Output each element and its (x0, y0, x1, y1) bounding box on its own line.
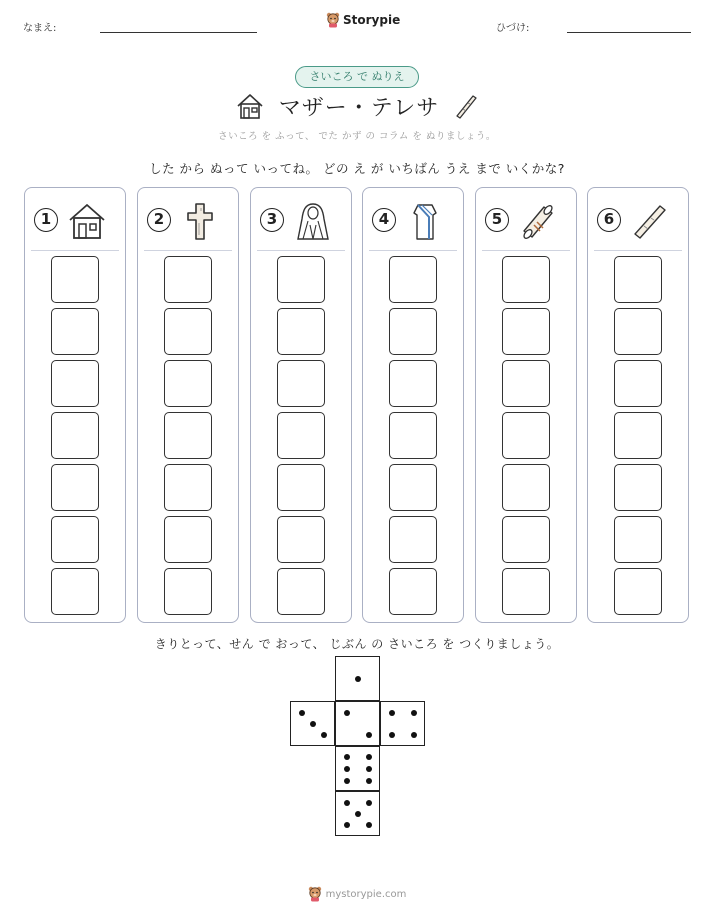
instruction: した から ぬって いってね。 どの え が いちばん うえ まで いくかな? (149, 161, 565, 176)
column-header (588, 188, 688, 250)
color-box[interactable] (389, 360, 437, 407)
color-box[interactable] (51, 360, 99, 407)
color-box[interactable] (614, 360, 662, 407)
page-title: マザー・テレサ (278, 95, 440, 121)
color-box[interactable] (164, 412, 212, 459)
color-box[interactable] (502, 256, 550, 303)
pip (366, 800, 372, 806)
bear-mascot-icon (308, 886, 322, 902)
color-box[interactable] (614, 308, 662, 355)
column-divider (594, 250, 682, 251)
column-5 (475, 187, 577, 623)
name-line[interactable] (100, 32, 257, 33)
pip (366, 766, 372, 772)
column-divider (31, 250, 119, 251)
color-box[interactable] (389, 256, 437, 303)
bear-mascot-icon (326, 12, 340, 28)
column-divider (257, 250, 345, 251)
column-2 (137, 187, 239, 623)
brand-name: Storypie (343, 13, 401, 27)
pip (344, 778, 350, 784)
color-box[interactable] (502, 360, 550, 407)
color-box[interactable] (164, 308, 212, 355)
pip (344, 822, 350, 828)
color-box[interactable] (389, 412, 437, 459)
color-box[interactable] (51, 568, 99, 615)
color-box[interactable] (51, 516, 99, 563)
name-label: なまえ: (23, 23, 57, 34)
nun-icon (293, 201, 333, 241)
column-number: 3 (260, 208, 284, 232)
column-number: 2 (147, 208, 171, 232)
column-number: 5 (485, 208, 509, 232)
color-box[interactable] (502, 412, 550, 459)
sari-icon (405, 201, 445, 241)
pip (389, 710, 395, 716)
column-header (25, 188, 125, 250)
color-box[interactable] (389, 568, 437, 615)
pip (344, 800, 350, 806)
color-box[interactable] (164, 464, 212, 511)
pip (366, 822, 372, 828)
color-box[interactable] (164, 568, 212, 615)
activity-badge: さいころ で ぬりえ (295, 66, 419, 88)
pip (366, 754, 372, 760)
column-1 (24, 187, 126, 623)
house-icon (235, 92, 265, 120)
die-face-2 (335, 701, 380, 746)
stick-icon (630, 201, 670, 241)
brand-logo (326, 12, 400, 28)
color-box[interactable] (164, 360, 212, 407)
die-face-4 (380, 701, 425, 746)
color-box[interactable] (277, 308, 325, 355)
color-box[interactable] (389, 516, 437, 563)
pip (366, 778, 372, 784)
color-box[interactable] (614, 568, 662, 615)
pip (299, 710, 305, 716)
cross-icon (180, 201, 220, 241)
color-box[interactable] (614, 516, 662, 563)
column-number: 6 (597, 208, 621, 232)
date-label: ひづけ: (496, 23, 530, 34)
color-box[interactable] (164, 256, 212, 303)
column-3 (250, 187, 352, 623)
die-face-6 (335, 746, 380, 791)
column-divider (369, 250, 457, 251)
color-box[interactable] (51, 464, 99, 511)
color-box[interactable] (614, 464, 662, 511)
color-box[interactable] (502, 308, 550, 355)
column-number: 4 (372, 208, 396, 232)
house-icon (67, 201, 107, 241)
color-box[interactable] (614, 256, 662, 303)
column-4 (362, 187, 464, 623)
pip (355, 676, 361, 682)
pip (366, 732, 372, 738)
color-box[interactable] (614, 412, 662, 459)
date-line[interactable] (567, 32, 691, 33)
color-box[interactable] (51, 308, 99, 355)
color-box[interactable] (502, 568, 550, 615)
color-box[interactable] (277, 516, 325, 563)
column-header (363, 188, 463, 250)
cutout-instruction: きりとって、せん で おって、 じぶん の さいころ を つくりましょう。 (154, 637, 560, 651)
color-box[interactable] (51, 256, 99, 303)
pip (344, 710, 350, 716)
color-box[interactable] (389, 308, 437, 355)
color-box[interactable] (277, 360, 325, 407)
color-box[interactable] (164, 516, 212, 563)
pip (344, 754, 350, 760)
pip (344, 766, 350, 772)
column-6 (587, 187, 689, 623)
color-box[interactable] (502, 516, 550, 563)
color-box[interactable] (277, 464, 325, 511)
column-header (251, 188, 351, 250)
column-header (138, 188, 238, 250)
color-box[interactable] (277, 256, 325, 303)
color-box[interactable] (502, 464, 550, 511)
subtitle: さいころ を ふって、 でた かず の コラム を ぬりましょう。 (218, 131, 496, 142)
die-face-5 (335, 791, 380, 836)
pip (411, 732, 417, 738)
pip (310, 721, 316, 727)
color-box[interactable] (51, 412, 99, 459)
column-header (476, 188, 576, 250)
footer (0, 886, 714, 902)
column-divider (144, 250, 232, 251)
stick-icon (453, 92, 479, 120)
pip (355, 811, 361, 817)
pip (389, 732, 395, 738)
column-divider (482, 250, 570, 251)
color-box[interactable] (277, 412, 325, 459)
column-number: 1 (34, 208, 58, 232)
pip (411, 710, 417, 716)
die-face-1 (335, 656, 380, 701)
footer-url[interactable]: mystorypie.com (325, 888, 407, 900)
title-row (0, 88, 714, 124)
color-box[interactable] (389, 464, 437, 511)
scroll-icon (518, 201, 558, 241)
color-box[interactable] (277, 568, 325, 615)
die-face-3 (290, 701, 335, 746)
pip (321, 732, 327, 738)
